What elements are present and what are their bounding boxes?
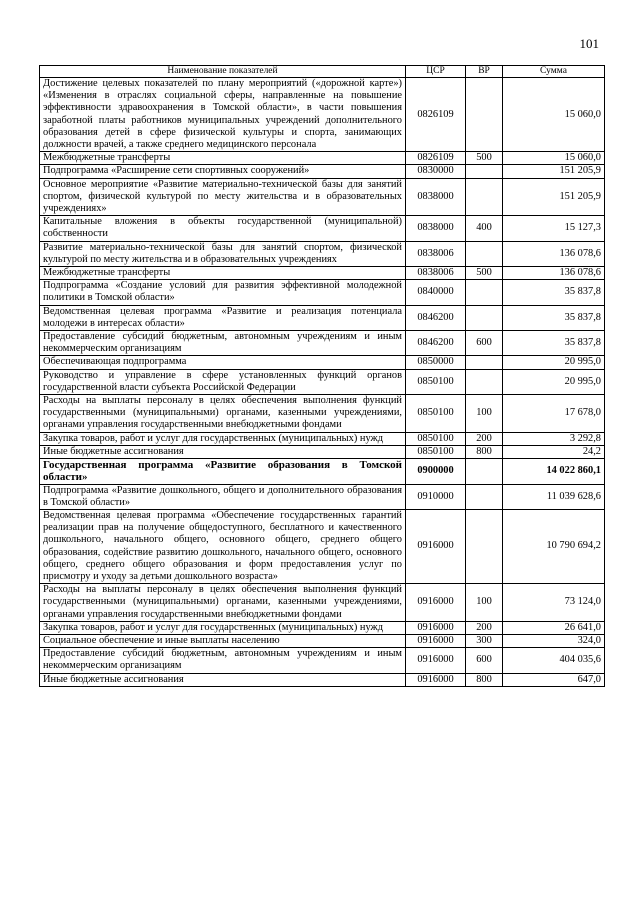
table-header-row xyxy=(40,66,605,78)
cell-csr: 0838000 xyxy=(406,216,466,241)
table-row xyxy=(40,78,605,152)
header-sum: Сумма xyxy=(503,66,605,78)
cell-sum: 35 837,8 xyxy=(503,305,605,330)
cell-vr: 600 xyxy=(466,648,503,673)
table-body xyxy=(40,78,605,687)
table-row xyxy=(40,216,605,241)
table-row xyxy=(40,445,605,458)
cell-csr: 0910000 xyxy=(406,484,466,509)
cell-csr: 0838006 xyxy=(406,267,466,280)
cell-name: Обеспечивающая подпрограмма xyxy=(40,356,406,369)
cell-csr: 0838000 xyxy=(406,178,466,216)
cell-vr xyxy=(466,280,503,305)
header-vr: ВР xyxy=(466,66,503,78)
cell-csr: 0850100 xyxy=(406,369,466,394)
cell-sum: 20 995,0 xyxy=(503,356,605,369)
cell-vr: 200 xyxy=(466,432,503,445)
table-row xyxy=(40,305,605,330)
cell-csr: 0846200 xyxy=(406,331,466,356)
cell-sum: 324,0 xyxy=(503,634,605,647)
table-row xyxy=(40,509,605,583)
table-row xyxy=(40,395,605,433)
cell-name: Подпрограмма «Создание условий для развития эффективной молодежной политики в Томской области» xyxy=(40,280,406,305)
table-row xyxy=(40,584,605,622)
cell-csr: 0846200 xyxy=(406,305,466,330)
table-row xyxy=(40,369,605,394)
table-row xyxy=(40,280,605,305)
table-row xyxy=(40,165,605,178)
cell-sum: 151 205,9 xyxy=(503,178,605,216)
cell-sum: 73 124,0 xyxy=(503,584,605,622)
cell-name: Расходы на выплаты персоналу в целях обеспечения выполнения функций государственными (муниципальными) органами, казенными учреждениями, органами управления государственными внебюджетными фондами xyxy=(40,584,406,622)
cell-vr: 100 xyxy=(466,395,503,433)
cell-vr xyxy=(466,165,503,178)
table-row xyxy=(40,178,605,216)
cell-name: Предоставление субсидий бюджетным, автономным учреждениям и иным некоммерческим организациям xyxy=(40,331,406,356)
cell-name: Государственная программа «Развитие образования в Томской области» xyxy=(40,459,406,484)
cell-name: Предоставление субсидий бюджетным, автономным учреждениям и иным некоммерческим организациям xyxy=(40,648,406,673)
cell-sum: 20 995,0 xyxy=(503,369,605,394)
cell-name: Иные бюджетные ассигнования xyxy=(40,673,406,686)
cell-vr: 600 xyxy=(466,331,503,356)
table-row xyxy=(40,356,605,369)
cell-csr: 0830000 xyxy=(406,165,466,178)
cell-csr: 0916000 xyxy=(406,634,466,647)
cell-sum: 10 790 694,2 xyxy=(503,509,605,583)
cell-csr: 0916000 xyxy=(406,584,466,622)
cell-sum: 17 678,0 xyxy=(503,395,605,433)
cell-sum: 15 060,0 xyxy=(503,78,605,152)
budget-table xyxy=(39,65,605,687)
cell-sum: 647,0 xyxy=(503,673,605,686)
table-row xyxy=(40,152,605,165)
cell-vr: 300 xyxy=(466,634,503,647)
cell-sum: 35 837,8 xyxy=(503,331,605,356)
cell-name: Расходы на выплаты персоналу в целях обеспечения выполнения функций государственными (муниципальными) органами, казенными учреждениями, органами управления государственными внебюджетными фондами xyxy=(40,395,406,433)
cell-sum: 136 078,6 xyxy=(503,241,605,266)
cell-name: Подпрограмма «Развитие дошкольного, общего и дополнительного образования в Томской области» xyxy=(40,484,406,509)
cell-vr xyxy=(466,241,503,266)
cell-name: Закупка товаров, работ и услуг для государственных (муниципальных) нужд xyxy=(40,432,406,445)
cell-name: Межбюджетные трансферты xyxy=(40,267,406,280)
header-csr: ЦСР xyxy=(406,66,466,78)
cell-sum: 404 035,6 xyxy=(503,648,605,673)
table-row xyxy=(40,241,605,266)
cell-name: Ведомственная целевая программа «Развитие и реализация потенциала молодежи в интересах области» xyxy=(40,305,406,330)
cell-vr: 100 xyxy=(466,584,503,622)
cell-vr xyxy=(466,369,503,394)
cell-sum: 14 022 860,1 xyxy=(503,459,605,484)
cell-name: Ведомственная целевая программа «Обеспечение государственных гарантий реализации прав на получение общедоступного, бесплатного и качественного дошкольного, начального общего, основного общего, среднего общего образования, содействие развитию дошкольного, начального общего, основного общего, среднего общего образования и форм предоставления услуг по присмотру и уходу за детьми дошкольного возраста» xyxy=(40,509,406,583)
cell-vr xyxy=(466,78,503,152)
cell-vr xyxy=(466,305,503,330)
cell-sum: 3 292,8 xyxy=(503,432,605,445)
cell-vr xyxy=(466,356,503,369)
cell-csr: 0900000 xyxy=(406,459,466,484)
cell-csr: 0826109 xyxy=(406,78,466,152)
cell-csr: 0916000 xyxy=(406,509,466,583)
table-row xyxy=(40,484,605,509)
cell-name: Иные бюджетные ассигнования xyxy=(40,445,406,458)
cell-name: Социальное обеспечение и иные выплаты населению xyxy=(40,634,406,647)
page-number: 101 xyxy=(579,36,599,51)
cell-vr: 400 xyxy=(466,216,503,241)
table-row xyxy=(40,673,605,686)
cell-name: Достижение целевых показателей по плану мероприятий («дорожной карте») «Изменения в отраслях социальной сферы, направленные на повышение эффективности здравоохранения в Томской области», в части повышения заработной платы работников муниципальных учреждений дополнительного образования детей в сфере физической культуры и спорта, занимающих должности врачей, а также среднего медицинского персонала xyxy=(40,78,406,152)
cell-vr: 800 xyxy=(466,673,503,686)
table-row xyxy=(40,459,605,484)
header-name: Наименование показателей xyxy=(40,66,406,78)
cell-vr: 200 xyxy=(466,621,503,634)
table-row xyxy=(40,267,605,280)
cell-name: Развитие материально-технической базы для занятий спортом, физической культурой по месту жительства и в образовательных учреждениях xyxy=(40,241,406,266)
cell-sum: 15 127,3 xyxy=(503,216,605,241)
cell-csr: 0850100 xyxy=(406,445,466,458)
cell-name: Руководство и управление в сфере установленных функций органов государственной власти субъекта Российской Федерации xyxy=(40,369,406,394)
cell-vr: 500 xyxy=(466,267,503,280)
cell-vr: 500 xyxy=(466,152,503,165)
cell-csr: 0916000 xyxy=(406,621,466,634)
cell-sum: 11 039 628,6 xyxy=(503,484,605,509)
cell-sum: 151 205,9 xyxy=(503,165,605,178)
table-row xyxy=(40,331,605,356)
cell-name: Закупка товаров, работ и услуг для государственных (муниципальных) нужд xyxy=(40,621,406,634)
table-row xyxy=(40,648,605,673)
cell-csr: 0850100 xyxy=(406,395,466,433)
cell-sum: 35 837,8 xyxy=(503,280,605,305)
cell-vr xyxy=(466,509,503,583)
cell-csr: 0916000 xyxy=(406,648,466,673)
cell-sum: 26 641,0 xyxy=(503,621,605,634)
cell-sum: 24,2 xyxy=(503,445,605,458)
cell-csr: 0838006 xyxy=(406,241,466,266)
cell-sum: 136 078,6 xyxy=(503,267,605,280)
cell-vr xyxy=(466,459,503,484)
cell-name: Капитальные вложения в объекты государственной (муниципальной) собственности xyxy=(40,216,406,241)
cell-name: Межбюджетные трансферты xyxy=(40,152,406,165)
table-row xyxy=(40,432,605,445)
cell-sum: 15 060,0 xyxy=(503,152,605,165)
cell-csr: 0826109 xyxy=(406,152,466,165)
cell-csr: 0916000 xyxy=(406,673,466,686)
cell-vr xyxy=(466,484,503,509)
cell-name: Основное мероприятие «Развитие материально-технической базы для занятий спортом, физической культурой по месту жительства и в образовательных учреждениях» xyxy=(40,178,406,216)
cell-name: Подпрограмма «Расширение сети спортивных сооружений» xyxy=(40,165,406,178)
cell-csr: 0850100 xyxy=(406,432,466,445)
table-row xyxy=(40,621,605,634)
cell-vr: 800 xyxy=(466,445,503,458)
cell-vr xyxy=(466,178,503,216)
cell-csr: 0850000 xyxy=(406,356,466,369)
cell-csr: 0840000 xyxy=(406,280,466,305)
table-row xyxy=(40,634,605,647)
